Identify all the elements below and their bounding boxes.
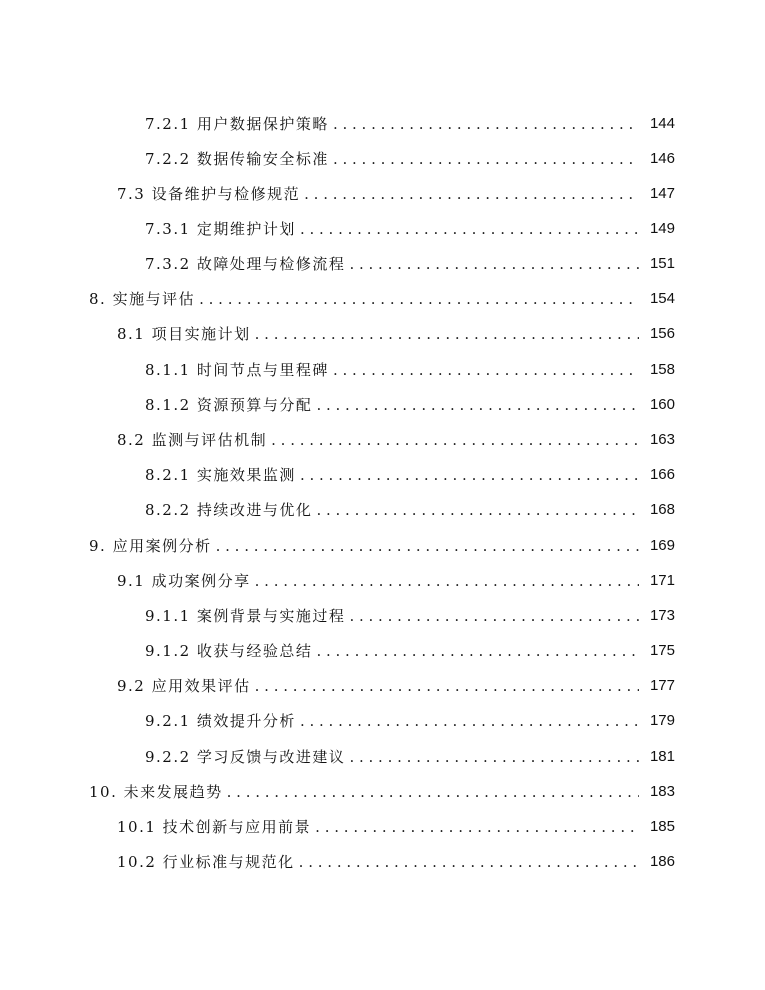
toc-entry-title: 10.1 技术创新与应用前景 <box>117 818 312 836</box>
toc-entry-title: 8. 实施与评估 <box>89 290 196 308</box>
toc-dot-leader <box>349 604 639 628</box>
toc-entry-8-2-2[interactable] <box>145 498 675 522</box>
toc-dot-leader <box>199 287 639 311</box>
toc-entry-7-3-1[interactable] <box>145 217 675 241</box>
toc-page-number: 179 <box>649 712 675 729</box>
toc-page-number: 158 <box>649 361 675 378</box>
toc-dot-leader <box>316 393 639 417</box>
toc-entry-8-1-2[interactable] <box>145 393 675 417</box>
toc-dot-leader <box>227 780 639 804</box>
toc-page-number: 151 <box>649 255 675 272</box>
toc-dot-leader <box>316 498 639 522</box>
toc-dot-leader <box>349 745 639 769</box>
toc-entry-10[interactable] <box>89 780 675 804</box>
toc-entry-title: 8.2.1 实施效果监测 <box>145 466 296 484</box>
toc-entry-title: 9. 应用案例分析 <box>89 537 212 555</box>
toc-page-number: 171 <box>649 572 675 589</box>
toc-dot-leader <box>349 252 639 276</box>
toc-page-number: 166 <box>649 466 675 483</box>
toc-entry-title: 8.1 项目实施计划 <box>117 325 251 343</box>
toc-entry-8-2-1[interactable] <box>145 463 675 487</box>
toc-entry-title: 8.2.2 持续改进与优化 <box>145 501 313 519</box>
toc-entry-8[interactable] <box>89 287 675 311</box>
toc-entry-title: 9.2 应用效果评估 <box>117 677 251 695</box>
toc-dot-leader <box>255 322 639 346</box>
toc-dot-leader <box>271 428 639 452</box>
toc-page-number: 154 <box>649 290 675 307</box>
toc-page-number: 185 <box>649 818 675 835</box>
toc-entry-title: 7.3.1 定期维护计划 <box>145 220 296 238</box>
toc-entry-7-2-2[interactable] <box>145 147 675 171</box>
toc-entry-title: 10.2 行业标准与规范化 <box>117 853 295 871</box>
toc-entry-title: 9.1 成功案例分享 <box>117 572 251 590</box>
toc-dot-leader <box>333 358 639 382</box>
toc-entry-title: 9.2.2 学习反馈与改进建议 <box>145 748 346 766</box>
toc-dot-leader <box>300 709 639 733</box>
toc-entry-9-1-2[interactable] <box>145 639 675 663</box>
toc-dot-leader <box>333 147 639 171</box>
toc-entry-title: 9.2.1 绩效提升分析 <box>145 712 296 730</box>
toc-entry-title: 8.1.2 资源预算与分配 <box>145 396 313 414</box>
toc-entry-title: 9.1.2 收获与经验总结 <box>145 642 313 660</box>
toc-entry-9-1[interactable] <box>117 569 675 593</box>
toc-entry-title: 7.2.1 用户数据保护策略 <box>145 115 329 133</box>
toc-entry-9-1-1[interactable] <box>145 604 675 628</box>
toc-entry-9[interactable] <box>89 534 675 558</box>
toc-entry-title: 7.3.2 故障处理与检修流程 <box>145 255 346 273</box>
toc-page-number: 181 <box>649 748 675 765</box>
toc-page-number: 160 <box>649 396 675 413</box>
toc-entry-9-2[interactable] <box>117 674 675 698</box>
toc-entry-8-2[interactable] <box>117 428 675 452</box>
toc-entry-8-1-1[interactable] <box>145 358 675 382</box>
toc-dot-leader <box>316 639 639 663</box>
toc-page-number: 144 <box>649 115 675 132</box>
toc-dot-leader <box>255 674 639 698</box>
toc-dot-leader <box>255 569 639 593</box>
toc-page-number: 163 <box>649 431 675 448</box>
toc-page-number: 175 <box>649 642 675 659</box>
toc-page-number: 186 <box>649 853 675 870</box>
toc-entry-7-3[interactable] <box>117 182 675 206</box>
toc-entry-10-1[interactable] <box>117 815 675 839</box>
toc-entry-7-3-2[interactable] <box>145 252 675 276</box>
toc-page-number: 168 <box>649 501 675 518</box>
toc-page-number: 156 <box>649 325 675 342</box>
toc-dot-leader <box>315 815 639 839</box>
toc-dot-leader <box>300 463 639 487</box>
toc-page-number: 146 <box>649 150 675 167</box>
toc-entry-title: 7.3 设备维护与检修规范 <box>117 185 301 203</box>
toc-entry-9-2-2[interactable] <box>145 745 675 769</box>
toc-entry-9-2-1[interactable] <box>145 709 675 733</box>
toc-dot-leader <box>299 850 639 874</box>
toc-entry-title: 10. 未来发展趋势 <box>89 783 223 801</box>
toc-dot-leader <box>333 112 639 136</box>
toc-entry-title: 7.2.2 数据传输安全标准 <box>145 150 329 168</box>
toc-dot-leader <box>216 534 639 558</box>
toc-entry-title: 8.1.1 时间节点与里程碑 <box>145 361 329 379</box>
toc-page-number: 149 <box>649 220 675 237</box>
toc-entry-10-2[interactable] <box>117 850 675 874</box>
toc-page-number: 147 <box>649 185 675 202</box>
toc-dot-leader <box>300 217 639 241</box>
toc-page-number: 177 <box>649 677 675 694</box>
toc-entry-7-2-1[interactable] <box>145 112 675 136</box>
toc-entry-title: 8.2 监测与评估机制 <box>117 431 268 449</box>
toc-entry-8-1[interactable] <box>117 322 675 346</box>
toc-entry-title: 9.1.1 案例背景与实施过程 <box>145 607 346 625</box>
toc-page-number: 173 <box>649 607 675 624</box>
toc-dot-leader <box>304 182 639 206</box>
toc-page-number: 183 <box>649 783 675 800</box>
toc-page-number: 169 <box>649 537 675 554</box>
